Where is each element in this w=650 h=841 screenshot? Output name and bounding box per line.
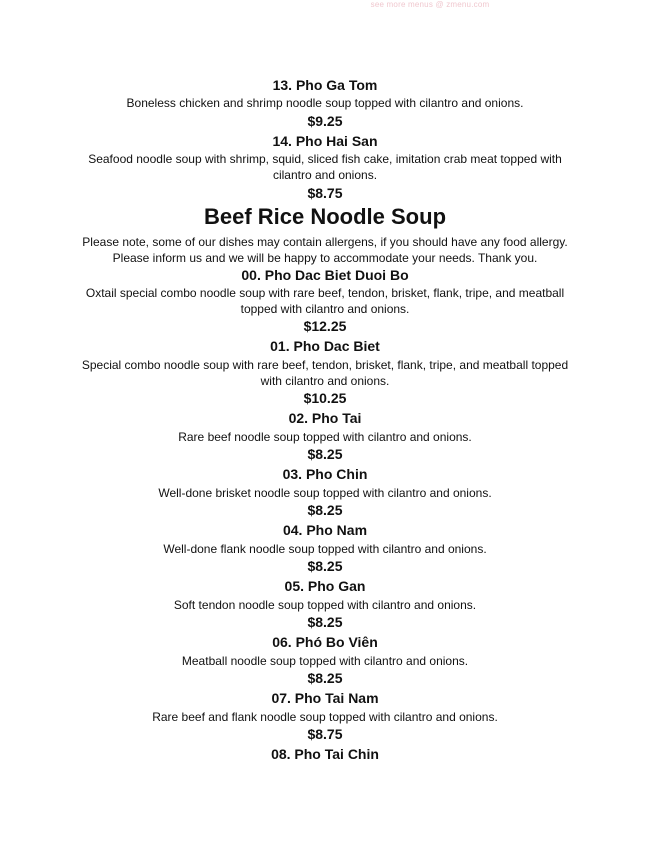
item-price: $8.25 bbox=[307, 670, 343, 686]
item-description: Oxtail special combo noodle soup with rare beef, tendon, brisket, flank, tripe, and meatball bbox=[85, 286, 565, 300]
item-title: 06. Phó Bo Viên bbox=[272, 634, 378, 650]
item-price: $8.25 bbox=[307, 614, 343, 630]
item-title: 02. Pho Tai bbox=[288, 410, 362, 426]
item-title: 05. Pho Gan bbox=[284, 578, 366, 594]
item-description: Rare beef noodle soup topped with cilantro and onions. bbox=[178, 430, 472, 444]
item-price: $8.75 bbox=[307, 185, 343, 201]
item-description: Special combo noodle soup with rare beef, tendon, brisket, flank, tripe, and meatball topped bbox=[81, 358, 569, 372]
item-description: Well-done flank noodle soup topped with cilantro and onions. bbox=[163, 542, 487, 556]
item-description: Well-done brisket noodle soup topped with cilantro and onions. bbox=[158, 486, 492, 500]
item-description: Rare beef and flank noodle soup topped with cilantro and onions. bbox=[152, 710, 498, 724]
item-description: with cilantro and onions. bbox=[260, 374, 390, 388]
item-title: 07. Pho Tai Nam bbox=[271, 690, 379, 706]
section-heading: Beef Rice Noodle Soup bbox=[203, 204, 447, 229]
item-price: $8.25 bbox=[307, 446, 343, 462]
item-title: 03. Pho Chin bbox=[282, 466, 368, 482]
item-price: $9.25 bbox=[307, 113, 343, 129]
watermark-link[interactable]: see more menus @ zmenu.com bbox=[370, 0, 490, 9]
item-description: cilantro and onions. bbox=[272, 168, 378, 182]
item-description: Boneless chicken and shrimp noodle soup topped with cilantro and onions. bbox=[126, 96, 524, 110]
item-description: Seafood noodle soup with shrimp, squid, sliced fish cake, imitation crab meat topped with bbox=[88, 152, 562, 166]
item-title: 01. Pho Dac Biet bbox=[270, 338, 380, 354]
item-price: $8.75 bbox=[307, 726, 343, 742]
item-title: 14. Pho Hai San bbox=[272, 133, 378, 149]
item-price: $8.25 bbox=[307, 502, 343, 518]
item-description: Soft tendon noodle soup topped with cilantro and onions. bbox=[173, 598, 477, 612]
item-price: $12.25 bbox=[303, 318, 347, 334]
item-price: $10.25 bbox=[303, 390, 347, 406]
item-title: 13. Pho Ga Tom bbox=[272, 77, 378, 93]
item-title: 04. Pho Nam bbox=[282, 522, 368, 538]
item-title: 08. Pho Tai Chin bbox=[271, 746, 379, 762]
item-description: topped with cilantro and onions. bbox=[240, 302, 410, 316]
item-title: 00. Pho Dac Biet Duoi Bo bbox=[241, 267, 409, 283]
allergen-note: Please inform us and we will be happy to accommodate your needs. Thank you. bbox=[112, 251, 538, 265]
item-description: Meatball noodle soup topped with cilantro and onions. bbox=[181, 654, 469, 668]
item-price: $8.25 bbox=[307, 558, 343, 574]
allergen-note: Please note, some of our dishes may contain allergens, if you should have any food allergy. bbox=[82, 235, 568, 249]
